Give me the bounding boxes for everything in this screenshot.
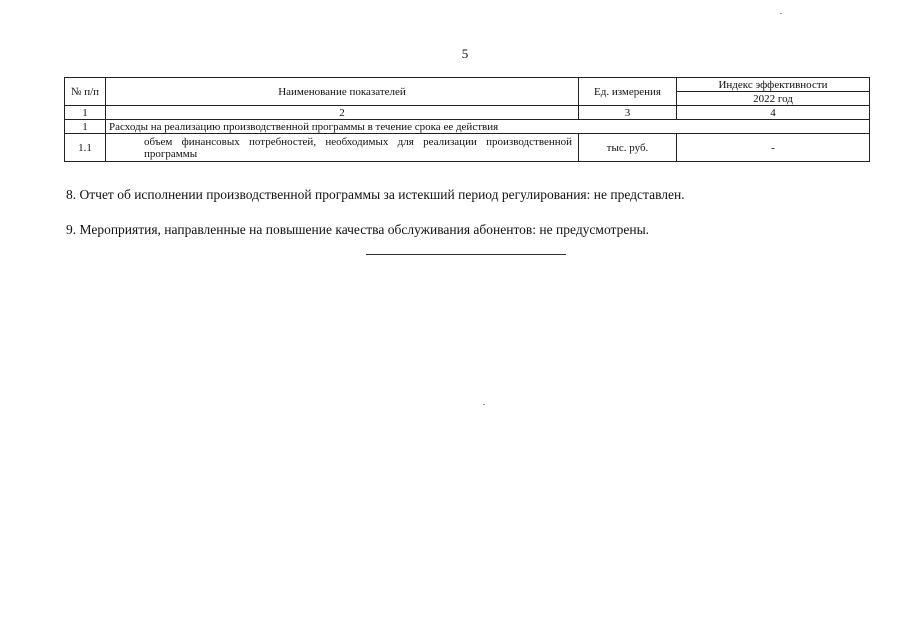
end-divider	[366, 254, 566, 255]
table-header-row	[65, 78, 870, 92]
section-row	[65, 120, 870, 134]
row-value: -	[677, 134, 870, 162]
row-unit: тыс. руб.	[579, 134, 677, 162]
table-row	[65, 134, 870, 162]
scan-speck	[483, 404, 485, 405]
page-number: 5	[461, 46, 469, 61]
indicators-table	[64, 77, 870, 162]
header-number: № п/п	[65, 78, 106, 106]
column-number-cell: 4	[677, 106, 870, 120]
header-index: Индекс эффективности	[677, 78, 870, 92]
column-number-cell: 1	[65, 106, 106, 120]
section-title: Расходы на реализацию производственной программы в течение срока ее действия	[106, 120, 870, 134]
row-number: 1.1	[65, 134, 106, 162]
header-year: 2022 год	[677, 92, 870, 106]
header-name: Наименование показателей	[106, 78, 579, 106]
scan-speck	[780, 13, 782, 14]
paragraph-item-8: 8. Отчет об исполнении производственной программы за истекший период регулирования: не представлен.	[66, 187, 685, 202]
section-number: 1	[65, 120, 106, 134]
column-numbers-row	[65, 106, 870, 120]
column-number-cell: 3	[579, 106, 677, 120]
paragraph-item-9: 9. Мероприятия, направленные на повышение качества обслуживания абонентов: не предусмотрены.	[66, 222, 650, 237]
row-name: объем финансовых потребностей, необходимых для реализации производственной программы	[106, 134, 579, 162]
header-unit: Ед. измерения	[579, 78, 677, 106]
column-number-cell: 2	[106, 106, 579, 120]
